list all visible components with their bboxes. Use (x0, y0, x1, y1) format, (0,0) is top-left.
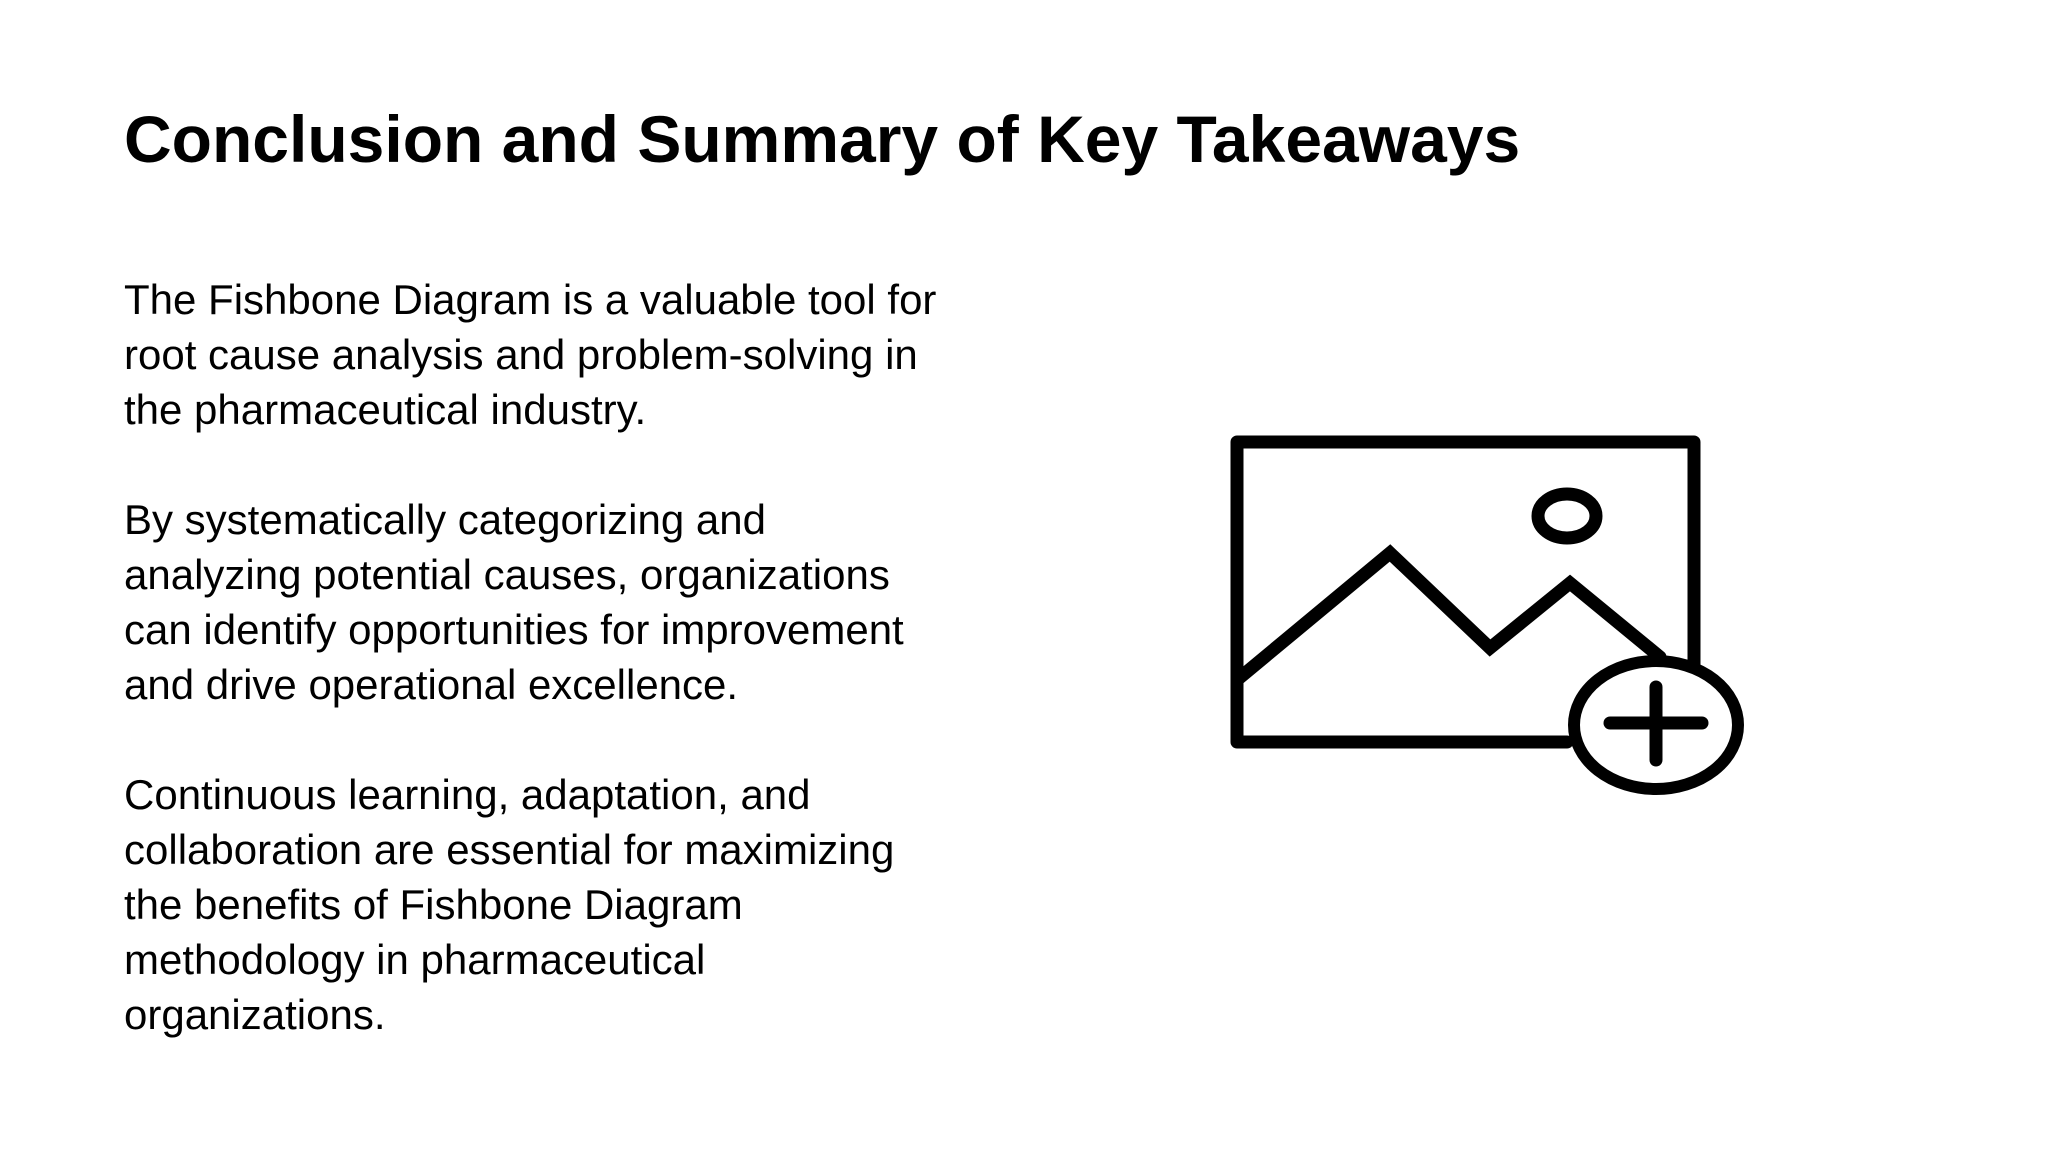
slide-body (124, 272, 1024, 1042)
paragraph-continuous-learning: Continuous learning, adaptation, and collaboration are essential for maximizing the benefits of Fishbone Diagram methodology in pharmaceutical organizations. (124, 771, 895, 1038)
paragraph-fishbone-tool: The Fishbone Diagram is a valuable tool for root cause analysis and problem-solving in the pharmaceutical industry. (124, 276, 937, 433)
image-placeholder[interactable] (1230, 435, 1765, 805)
add-image-icon (1230, 435, 1765, 805)
paragraph-systematic-analysis: By systematically categorizing and analyzing potential causes, organizations can identify opportunities for improvement and drive operational excellence. (124, 496, 904, 708)
mountain-line (1237, 553, 1660, 680)
slide-title: Conclusion and Summary of Key Takeaways (124, 102, 1521, 176)
sun-circle (1538, 494, 1596, 538)
